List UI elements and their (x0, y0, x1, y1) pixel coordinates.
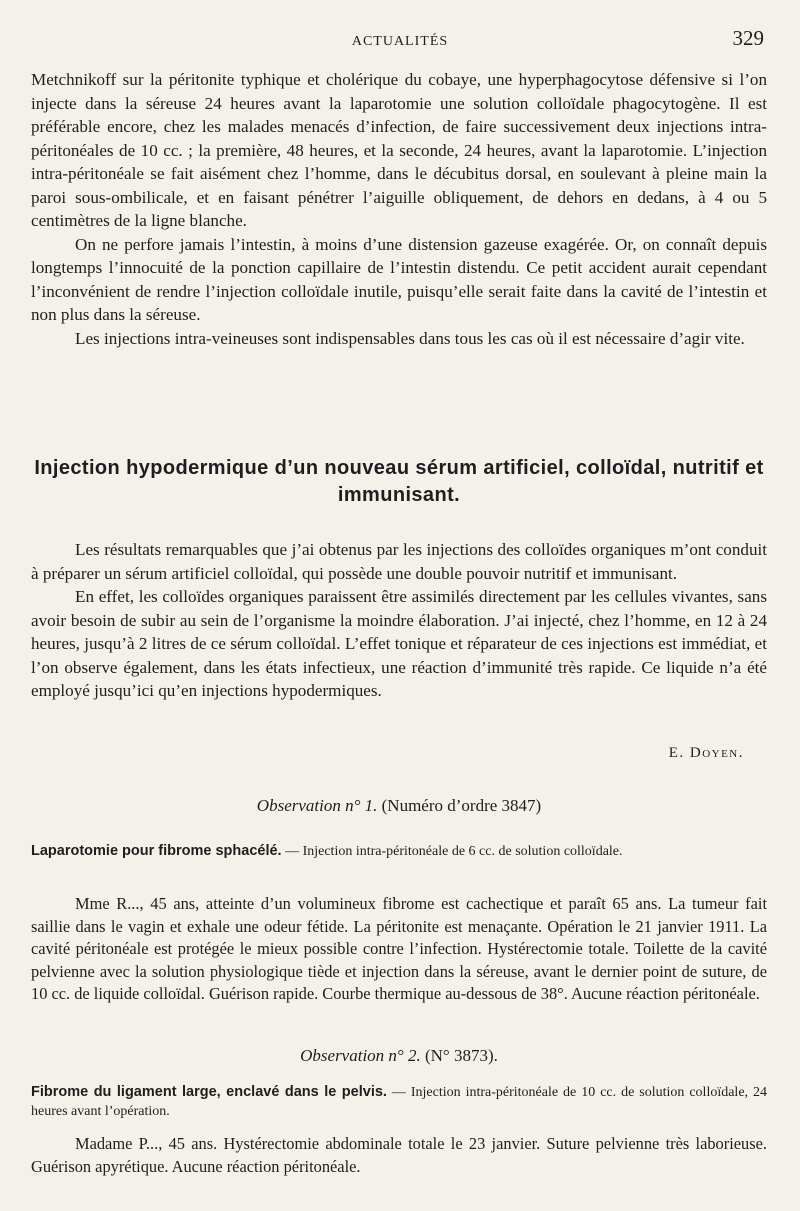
intro-paragraph-3: Les injections intra-veineuses sont indispensables dans tous les cas où il est nécessaire d’agir vite. (75, 328, 745, 348)
observation-2-body (31, 1133, 767, 1178)
section-text (31, 538, 767, 703)
running-head: ACTUALITÉS (351, 34, 449, 49)
observation-2-text: Madame P..., 45 ans. Hystérectomie abdominale totale le 23 janvier. Suture pelvienne très laborieuse. Guérison apyrétique. Aucune réaction péritonéale. (31, 1134, 767, 1176)
observation-1-case-desc: — Injection intra-péritonéale de 6 cc. de solution colloïdale. (285, 844, 623, 859)
section-paragraph-1: Les résultats remarquables que j’ai obtenus par les injections des colloïdes organiques m’ont conduit à préparer un sérum artificiel colloïdal, qui possède une double pouvoir nutritif et immunisant. (31, 540, 767, 583)
observation-1-number: (Numéro d’ordre 3847) (381, 796, 542, 815)
page-number: 329 (732, 26, 764, 50)
observation-1-case (31, 842, 767, 861)
observation-1-heading (31, 796, 767, 816)
observation-2-case (31, 1083, 767, 1121)
observation-2-case-title: Fibrome du ligament large, enclavé dans le pelvis. (31, 1084, 387, 1100)
observation-1-text: Mme R..., 45 ans, atteinte d’un volumineux fibrome est cachectique et paraît 65 ans. La tumeur fait saillie dans le vagin et exhale une odeur fétide. La péritonite est menaçante. Opération le 21 janvier 1911. La cavité péritonéale est protégée le mieux possible contre l’infection. Hystérectomie totale. Toilette de la cavité pelvienne avec la solution physiologique tiède et injection dans la séreuse, avant le dernier point de suture, de 10 cc. de liquide colloïdal. Guérison rapide. Courbe thermique au-dessous de 38°. Aucune réaction péritonéale. (31, 894, 767, 1003)
section-title: Injection hypodermique d’un nouveau sérum artificiel, colloïdal, nutritif et immunisant. (34, 457, 764, 506)
intro-text (31, 68, 767, 350)
observation-2-number: (N° 3873). (424, 1046, 498, 1065)
intro-paragraph-2: On ne perfore jamais l’intestin, à moins d’une distension gazeuse exagérée. Or, on connaît depuis longtemps l’innocuité de la ponction capillaire de l’intestin distendu. Ce petit accident aurait cependant l’inconvénient de rendre l’injection colloïdale inutile, puisqu’elle serait faite dans la cavité de l’intestin et non plus dans la séreuse. (31, 234, 767, 324)
observation-2-heading (31, 1046, 767, 1066)
observation-2-case-desc: — Injection intra-péritonéale de 10 cc. de solution colloïdale, 24 heures avant l’opération. (31, 1085, 768, 1119)
intro-paragraph-1: Metchnikoff sur la péritonite typhique et cholérique du cobaye, une hyperphagocytose défensive si l’on injecte dans la séreuse 24 heures avant la laparotomie une solution colloïdale phagocytogène. Il est préférable encore, chez les malades menacés d’infection, de faire successivement deux injections intra-péritonéales de 10 cc. ; la première, 48 heures, et la seconde, 24 heures, avant la laparotomie. L’injection intra-péritonéale se fait aisément chez l’homme, dans le décubitus dorsal, en soulevant à pleine main la paroi sous-ombilicale, et en faisant pénétrer l’aiguille obliquement, de dehors en dedans, à 4 ou 5 centimètres de la ligne blanche. (31, 70, 767, 230)
page-header (30, 26, 770, 54)
observation-1-label: Observation n° 1. (256, 796, 378, 815)
observation-1-body (31, 893, 767, 1006)
observation-1-case-title: Laparotomie pour fibrome sphacélé. (31, 843, 282, 859)
observation-2-label: Observation n° 2. (300, 1046, 421, 1065)
section-paragraph-2: En effet, les colloïdes organiques paraissent être assimilés directement par les cellules vivantes, sans avoir besoin de subir au sein de l’organisme la moindre élaboration. J’ai injecté, chez l’homme, en 12 à 24 heures, jusqu’à 2 litres de ce sérum colloïdal. L’effet tonique et réparateur de ces injections est immédiat, et l’on observe également, dans les états infectieux, une réaction d’immunité très rapide. Ce liquide n’a été employé jusqu’ici qu’en injections hypodermiques. (31, 587, 767, 700)
author-signature: E. Doyen. (668, 745, 744, 761)
